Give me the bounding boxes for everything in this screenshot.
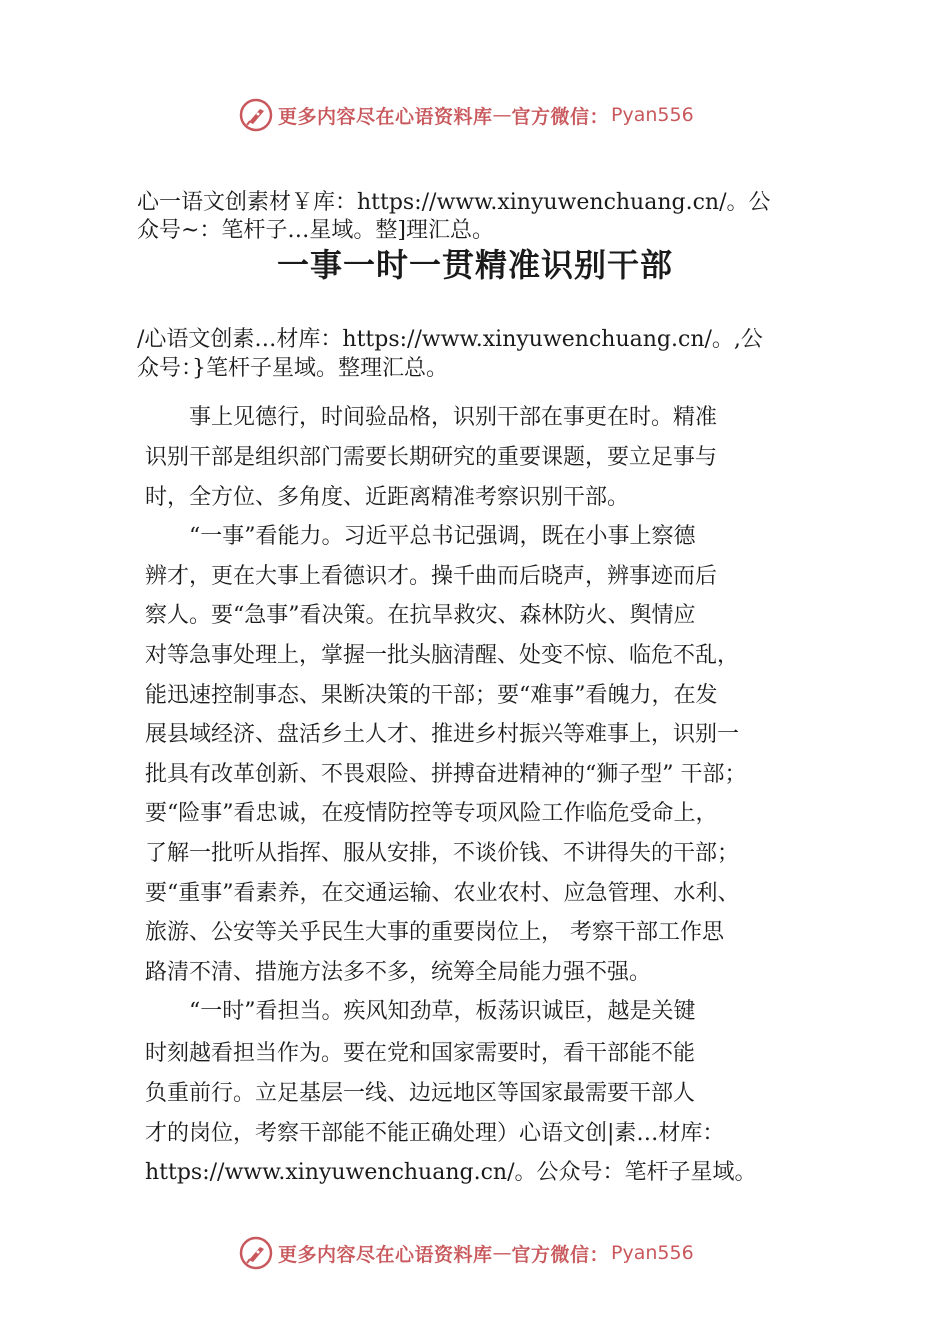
body-line: “一事”看能力。习近平总书记强调，既在小事上察德: [145, 524, 696, 549]
pen-nib-icon: [238, 1235, 274, 1271]
source-notice-line: 心一语文创素材￥库：https://www.xinyuwenchuang.cn/。公: [137, 190, 771, 215]
pen-nib-icon: [238, 97, 274, 133]
body-line: 能迅速控制事态、果断决策的干部；要“难事”看魄力，在发: [145, 683, 718, 708]
body-line: 对等急事处理上，掌握一批头脑清醒、处变不惊、临危不乱，: [145, 643, 740, 668]
footer-banner: [0, 1233, 950, 1273]
banner-dash: —: [492, 1242, 512, 1264]
body-line: “一时”看担当。疾风知劲草，板荡识诚臣，越是关键: [145, 999, 696, 1024]
banner-wechat-id: Pyan556: [611, 1242, 694, 1264]
body-line: 时，全方位、多角度、近距离精准考察识别干部。: [145, 485, 630, 510]
body-line: https://www.xinyuwenchuang.cn/。公众号：笔杆子星域。: [145, 1160, 757, 1185]
body-line: 要“险事”看忠诚，在疫情防控等专项风险工作临危受命上，: [145, 801, 718, 826]
source-notice-line: /心语文创素…材库：https://www.xinyuwenchuang.cn/。,公: [137, 327, 763, 352]
banner-dash: —: [492, 104, 512, 126]
body-line: 才的岗位，考察干部能不能正确处理）心语文创|素…材库：: [145, 1121, 725, 1146]
body-line: 旅游、公安等关乎民生大事的重要岗位上， 考察干部工作思: [145, 920, 724, 945]
source-notice-line: 众号：}笔杆子星域。整理汇总。: [137, 356, 448, 381]
page-title: 一事一时一贯精准识别干部: [276, 246, 673, 284]
body-line: 辨才，更在大事上看德识才。操千曲而后晓声，辨事迹而后: [145, 564, 718, 589]
body-line: 时刻越看担当作为。要在党和国家需要时，看干部能不能: [145, 1041, 696, 1066]
body-line: 批具有改革创新、不畏艰险、拼搏奋进精神的“狮子型” 干部；: [145, 762, 747, 787]
body-line: 路清不清、措施方法多不多，统筹全局能力强不强。: [145, 960, 652, 985]
body-line: 了解一批听从指挥、服从安排，不谈价钱、不讲得失的干部；: [145, 841, 740, 866]
body-line: 负重前行。立足基层一线、边远地区等国家最需要干部人: [145, 1081, 696, 1106]
body-line: 事上见德行，时间验品格，识别干部在事更在时。精准: [145, 405, 718, 430]
banner-main-text: 更多内容尽在心语资料库: [278, 105, 493, 128]
header-banner: [0, 95, 950, 135]
banner-main-text: 更多内容尽在心语资料库: [278, 1243, 493, 1266]
banner-official-label: 官方微信：: [511, 1243, 610, 1266]
body-line: 要“重事”看素养，在交通运输、农业农村、应急管理、水利、: [145, 881, 740, 906]
banner-wechat-id: Pyan556: [611, 104, 694, 126]
body-line: 察人。要“急事”看决策。在抗旱救灾、森林防火、舆情应: [145, 603, 696, 628]
source-notice-line: 众号~：笔杆子…星域。整]理汇总。: [137, 218, 495, 243]
body-line: 展县域经济、盘活乡土人才、推进乡村振兴等难事上，识别一: [145, 722, 740, 747]
banner-official-label: 官方微信：: [511, 105, 610, 128]
body-line: 识别干部是组织部门需要长期研究的重要课题，要立足事与: [145, 445, 718, 470]
